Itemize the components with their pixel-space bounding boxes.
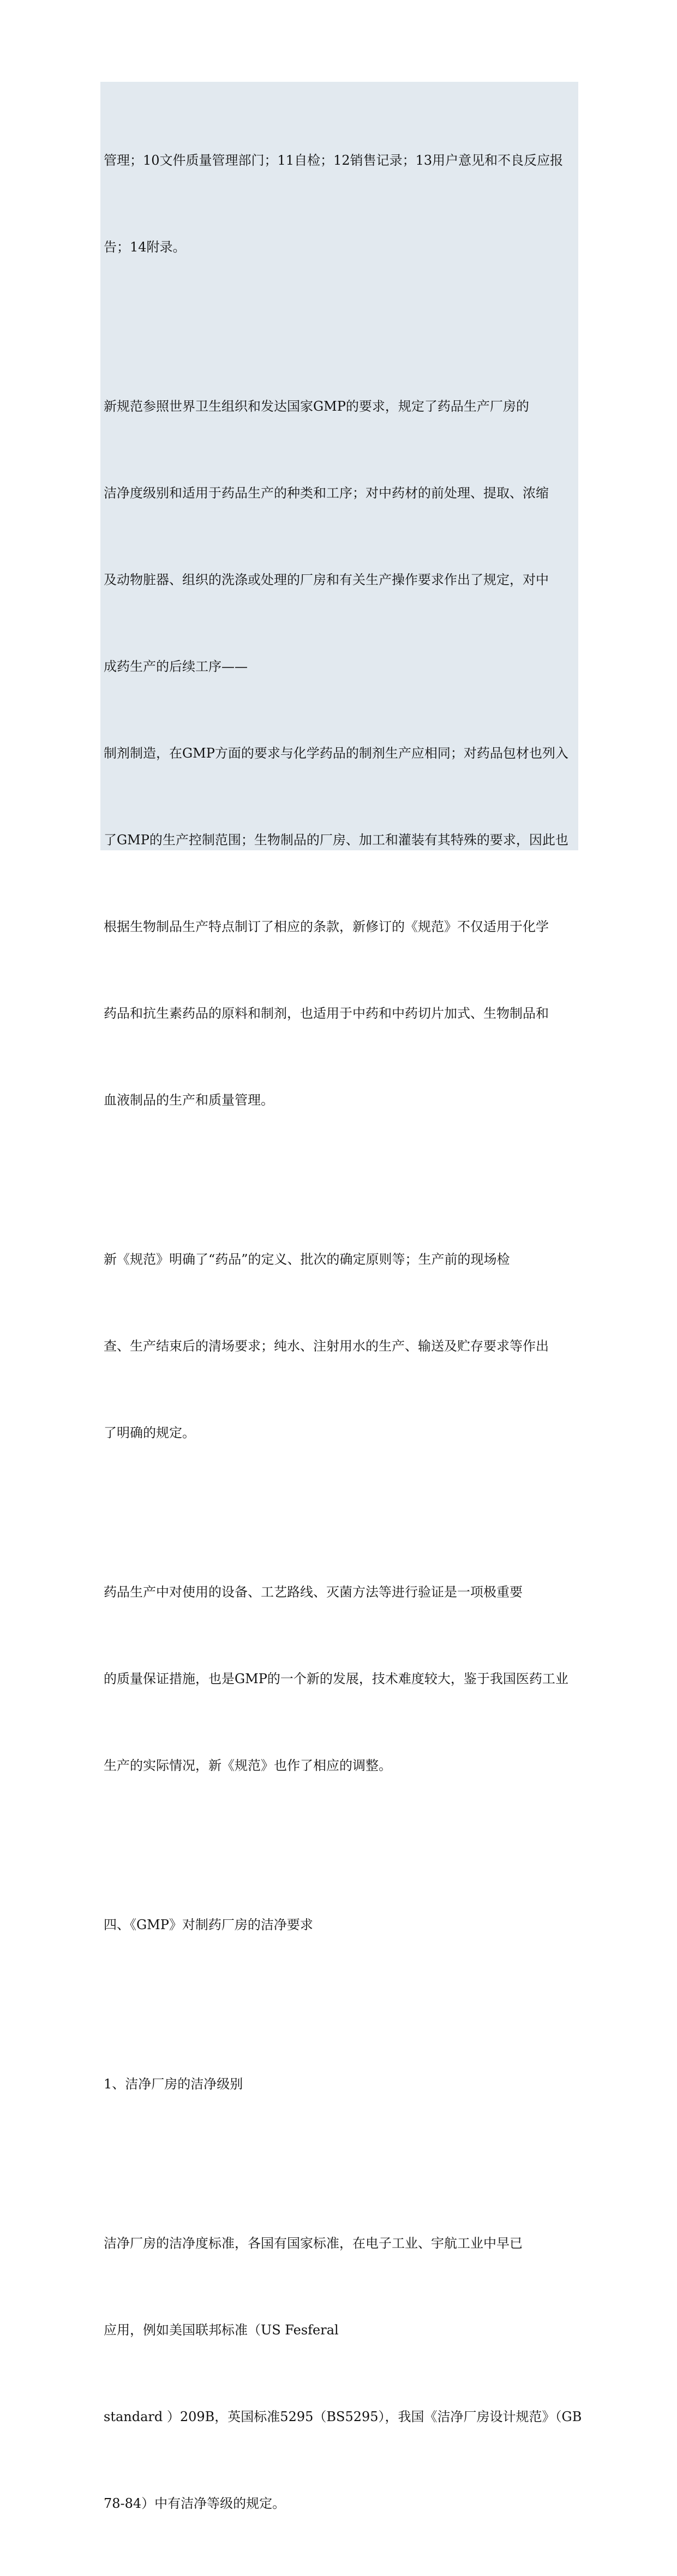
- paragraph-cleanroom-standards: [104, 2171, 582, 2576]
- section-heading-cleanroom-requirements: [104, 1853, 575, 1997]
- text-line: 应用，例如美国联邦标准（US Fesferal: [104, 2322, 339, 2338]
- text-line: standard ）209B，英国标准5295（BS5295），我国《洁净厂房设计规范》（GB: [104, 2409, 582, 2424]
- paragraph-validation: [104, 1520, 575, 1838]
- paragraph-new-regulation-scope: [104, 334, 575, 1173]
- text-line: 洁净厂房的洁净度标准，各国有国家标准，在电子工业、宇航工业中早已: [104, 2236, 523, 2251]
- subsection-heading: 1、洁净厂房的洁净级别: [104, 2076, 243, 2092]
- paragraph-contents-end: [104, 88, 575, 320]
- text-line: 新《规范》明确了“药品”的定义、批次的确定原则等；生产前的现场检: [104, 1252, 510, 1267]
- text-line: 成药生产的后续工序——: [104, 659, 248, 674]
- text-line: 了GMP的生产控制范围；生物制品的厂房、加工和灌装有其特殊的要求，因此也: [104, 832, 568, 848]
- text-line: 药品和抗生素药品的原料和制剂，也适用于中药和中药切片加式、生物制品和: [104, 1006, 549, 1021]
- text-line: 根据生物制品生产特点制订了相应的条款，新修订的《规范》不仅适用于化学: [104, 919, 549, 934]
- text-line: 管理；10文件质量管理部门；11自检；12销售记录；13用户意见和不良反应报: [104, 153, 564, 168]
- text-line: 生产的实际情况，新《规范》也作了相应的调整。: [104, 1758, 392, 1773]
- text-line: 新规范参照世界卫生组织和发达国家GMP的要求，规定了药品生产厂房的: [104, 399, 529, 414]
- text-line: 的质量保证措施，也是GMP的一个新的发展，技术难度较大，鉴于我国医药工业: [104, 1671, 568, 1686]
- subsection-heading-cleanliness-levels: [104, 2012, 575, 2157]
- text-line: 告；14附录。: [104, 239, 186, 255]
- text-line: 及动物脏器、组织的洗涤或处理的厂房和有关生产操作要求作出了规定，对中: [104, 572, 549, 587]
- text-line: 了明确的规定。: [104, 1425, 195, 1440]
- text-line: 血液制品的生产和质量管理。: [104, 1092, 274, 1108]
- text-line: 78-84）中有洁净等级的规定。: [104, 2496, 286, 2511]
- paragraph-drug-definition: [104, 1187, 575, 1505]
- text-line: 药品生产中对使用的设备、工艺路线、灭菌方法等进行验证是一项极重要: [104, 1584, 523, 1600]
- text-line: 制剂制造，在GMP方面的要求与化学药品的制剂生产应相同；对药品包材也列入: [104, 746, 568, 761]
- document-text-block: [100, 82, 582, 2511]
- text-line: 洁净度级别和适用于药品生产的种类和工序；对中药材的前处理、提取、浓缩: [104, 485, 549, 501]
- section-heading: 四、《GMP》对制药厂房的洁净要求: [104, 1917, 313, 1932]
- text-line: 查、生产结束后的清场要求；纯水、注射用水的生产、输送及贮存要求等作出: [104, 1338, 549, 1354]
